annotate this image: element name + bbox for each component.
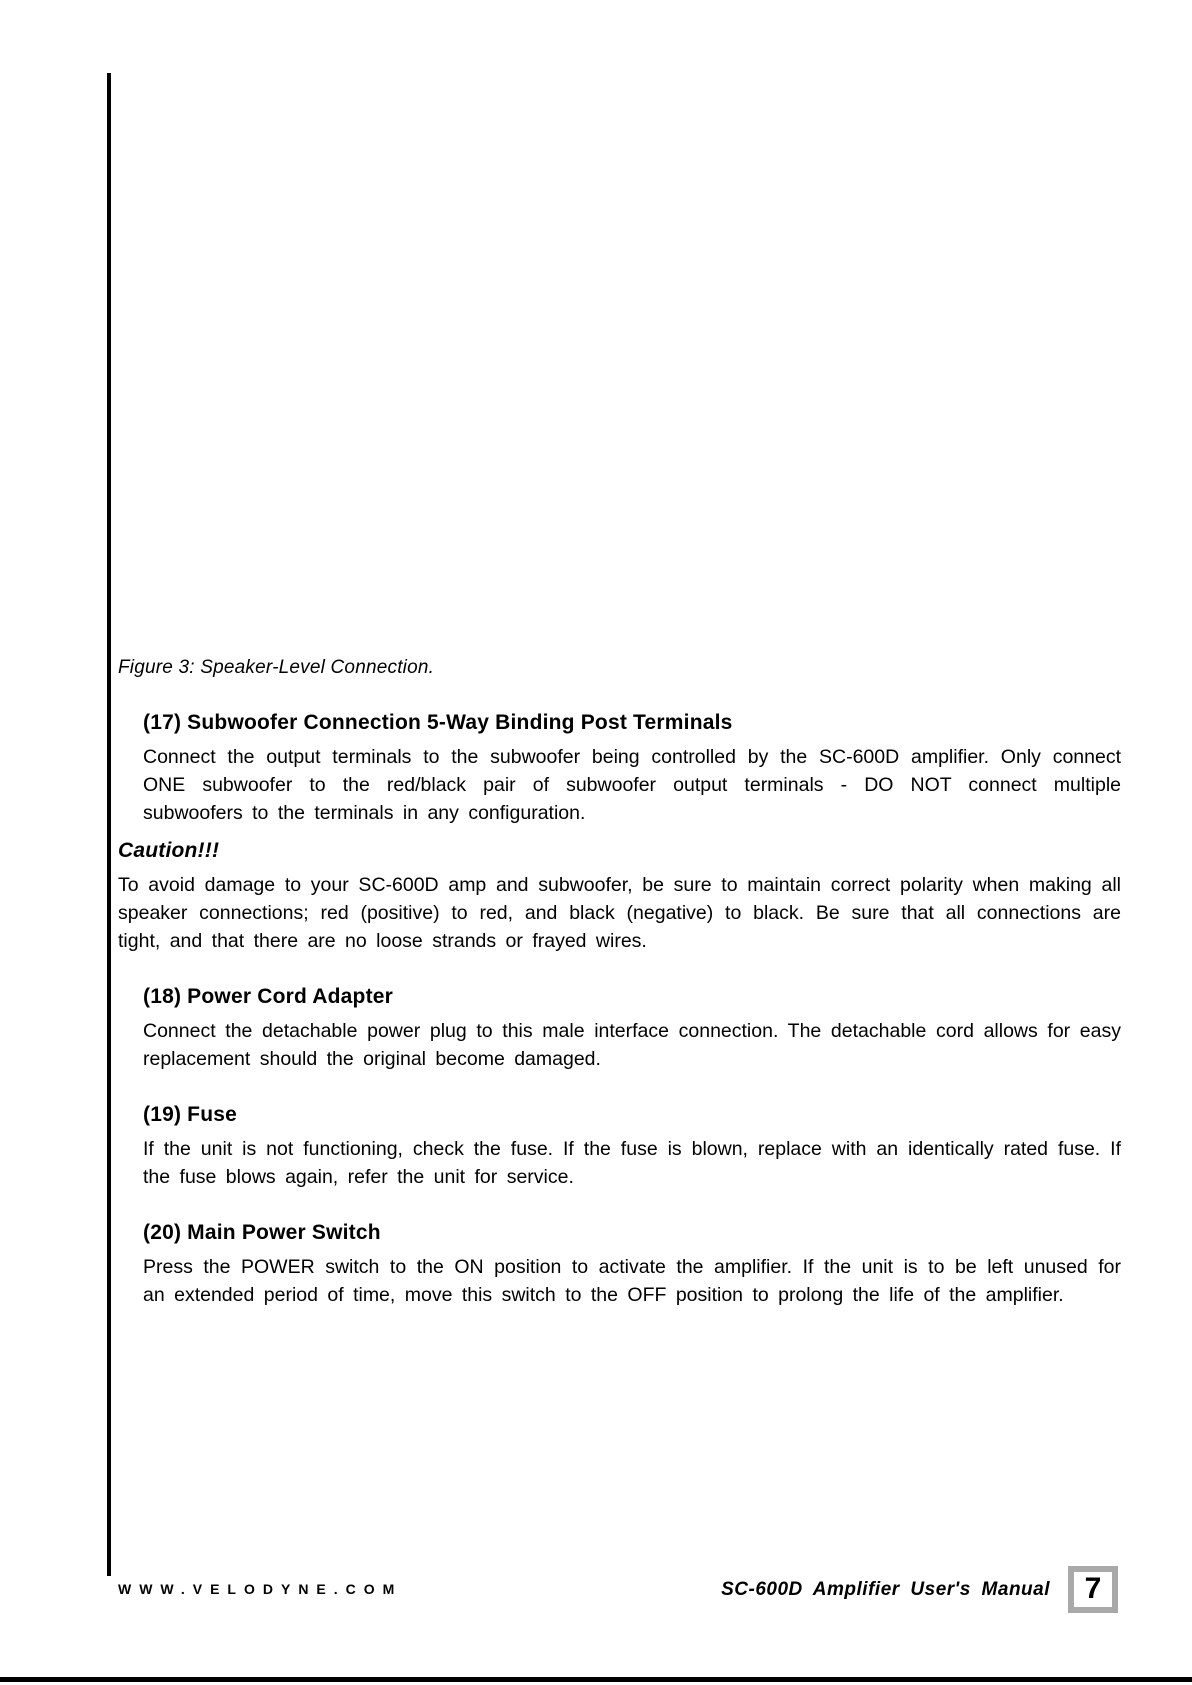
left-margin-rule (107, 73, 111, 1576)
section-18-body: Connect the detachable power plug to this male interface connection. The detachable cord allows for easy replacement should the original become damaged. (143, 1020, 1121, 1070)
caution-note (118, 838, 1121, 955)
section-17-body: Connect the output terminals to the subwoofer being controlled by the SC-600D amplifier. Only connect ONE subwoofer to the red/black pair of subwoofer output terminals - DO NOT connect multiple subwoofers to the terminals in any configuration. (143, 746, 1121, 824)
figure-caption: Figure 3: Speaker-Level Connection. (118, 657, 435, 678)
manual-title: SC-600D Amplifier User's Manual (721, 1579, 1050, 1600)
caution-heading: Caution!!! (118, 839, 220, 862)
page-number-box (1068, 1566, 1118, 1613)
page-number: 7 (1084, 1571, 1102, 1605)
caution-body: To avoid damage to your SC-600D amp and subwoofer, be sure to maintain correct polarity when making all speaker connections; red (positive) to red, and black (negative) to black. Be sure that all connections are tight, and that there are no loose strands or frayed wires. (118, 874, 1121, 952)
section-20-heading: (20) Main Power Switch (143, 1221, 381, 1244)
section-18-power-cord-adapter (143, 984, 1121, 1073)
section-17-heading: (17) Subwoofer Connection 5-Way Binding Post Terminals (143, 711, 733, 734)
section-20-body: Press the POWER switch to the ON position to activate the amplifier. If the unit is to be left unused for an extended period of time, move this switch to the OFF position to prolong the life of the amplifier. (143, 1256, 1121, 1306)
section-20-main-power-switch (143, 1220, 1121, 1309)
section-19-fuse (143, 1102, 1121, 1191)
section-18-heading: (18) Power Cord Adapter (143, 985, 394, 1008)
section-19-body: If the unit is not functioning, check the fuse. If the fuse is blown, replace with an identically rated fuse. If the fuse blows again, refer the unit for service. (143, 1138, 1121, 1188)
website-url: WWW.VELODYNE.COM (118, 1581, 403, 1597)
section-19-heading: (19) Fuse (143, 1103, 237, 1126)
bottom-print-bar (0, 1677, 1192, 1682)
section-17-subwoofer-connection (143, 710, 1121, 827)
